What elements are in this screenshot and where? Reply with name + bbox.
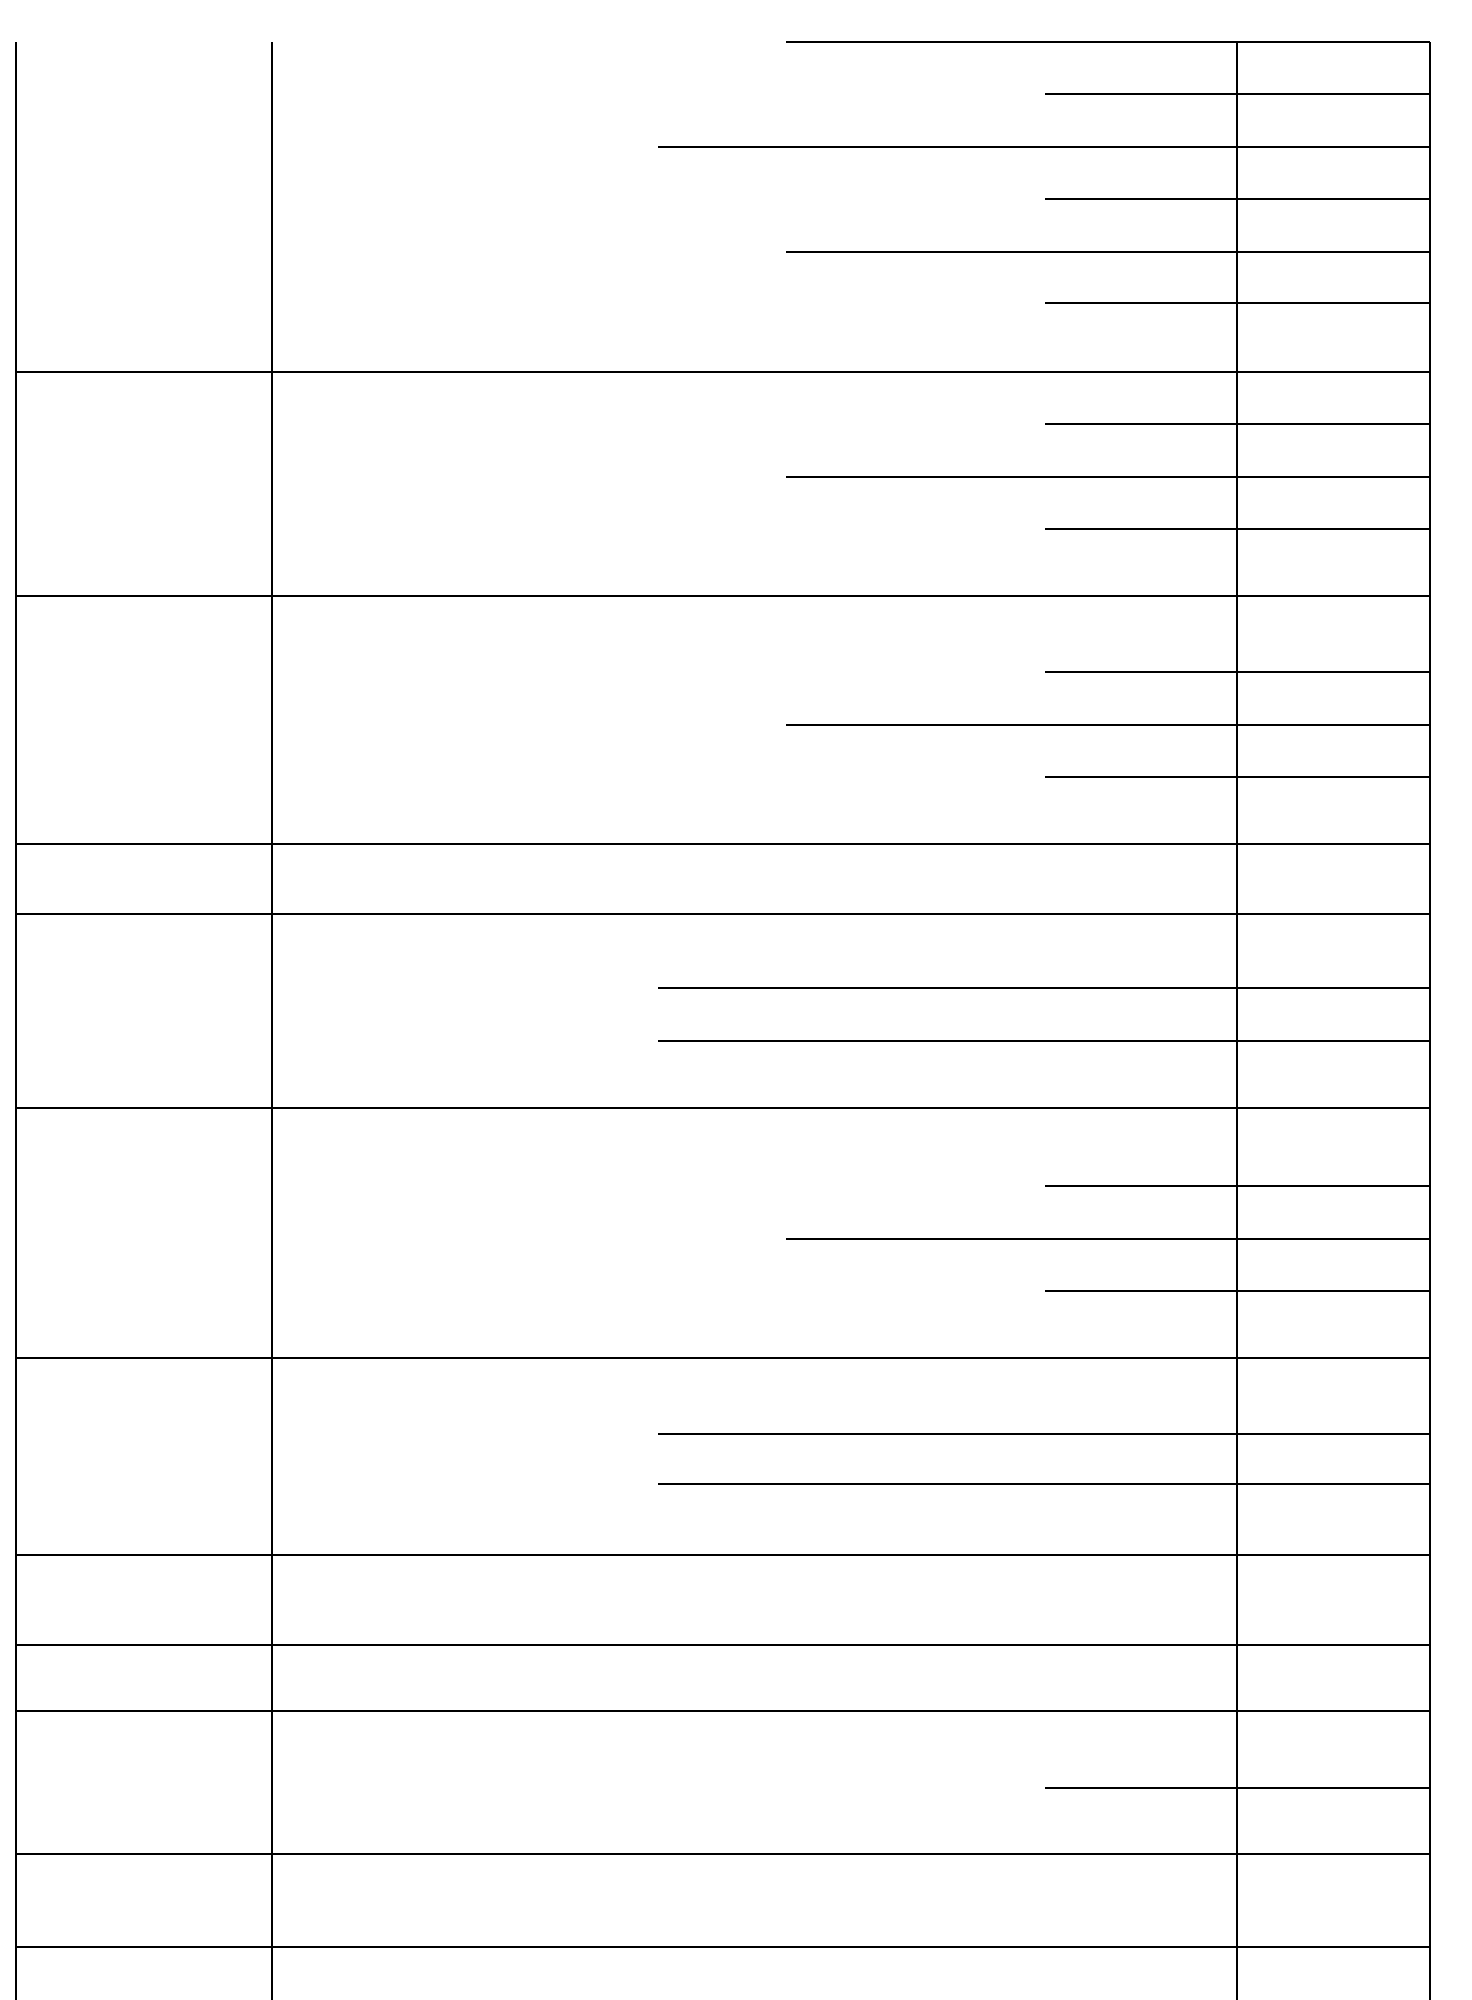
subrow-separator (786, 1238, 1430, 1240)
table-border-right (1429, 42, 1431, 2000)
subrow-separator (658, 1433, 1430, 1435)
row-separator (16, 1710, 1430, 1712)
row-separator (16, 595, 1430, 597)
subrow-separator (1045, 776, 1430, 778)
subrow-separator (1045, 671, 1430, 673)
subrow-separator (658, 1483, 1430, 1485)
subrow-separator (1045, 1185, 1430, 1187)
table-top-rule (786, 41, 1430, 43)
subrow-separator (786, 476, 1430, 478)
subrow-separator (658, 1040, 1430, 1042)
subrow-separator (1045, 1787, 1430, 1789)
subrow-separator (1045, 302, 1430, 304)
row-separator (16, 1644, 1430, 1646)
table-border-left (15, 42, 17, 2000)
subrow-separator (658, 146, 1430, 148)
subrow-separator (1045, 198, 1430, 200)
row-separator (16, 1357, 1430, 1359)
table-border-desc (271, 42, 273, 2000)
row-separator (16, 843, 1430, 845)
row-separator (16, 1554, 1430, 1556)
subrow-separator (1045, 93, 1430, 95)
subrow-separator (786, 724, 1430, 726)
subrow-separator (786, 251, 1430, 253)
subrow-separator (1045, 528, 1430, 530)
subrow-separator (1045, 423, 1430, 425)
subrow-separator (658, 987, 1430, 989)
subrow-separator (1045, 1290, 1430, 1292)
row-separator (16, 913, 1430, 915)
row-separator (16, 371, 1430, 373)
row-separator (16, 1946, 1430, 1948)
table-border-value (1236, 42, 1238, 2000)
row-separator (16, 1107, 1430, 1109)
row-separator (16, 1853, 1430, 1855)
